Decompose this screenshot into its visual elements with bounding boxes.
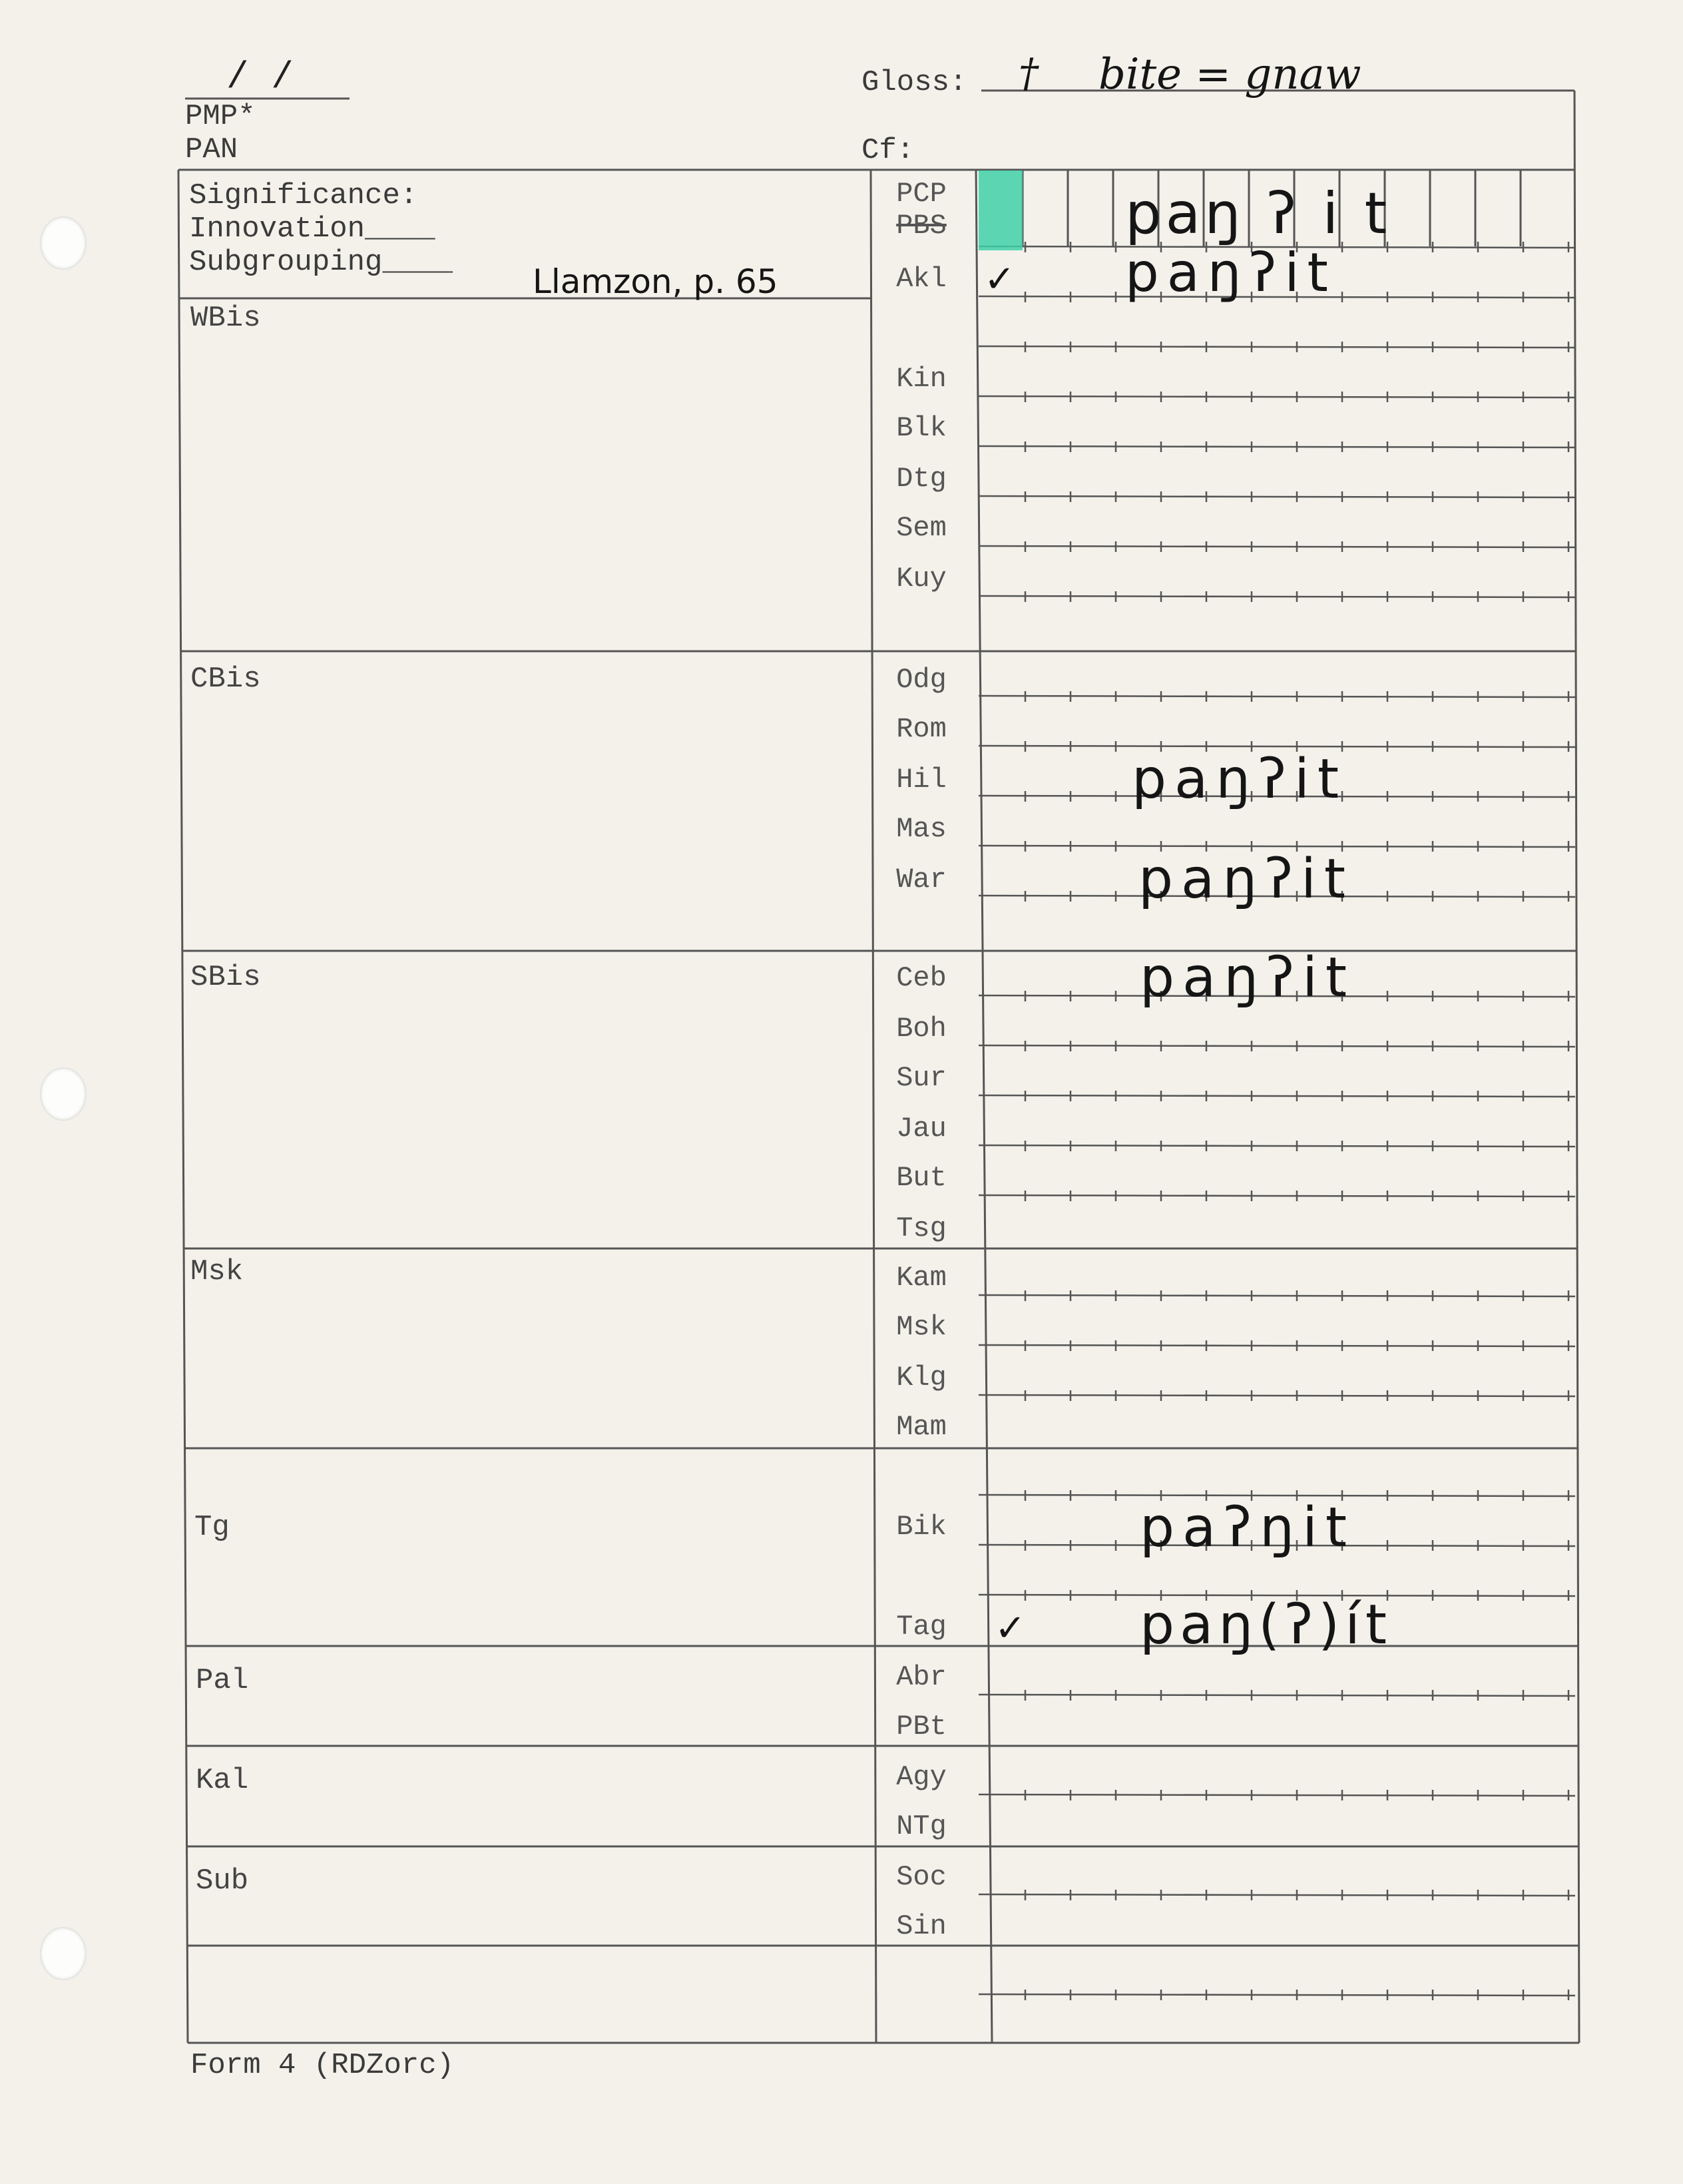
entry-ceb: paŋʔit xyxy=(1140,946,1355,1009)
ruled-line xyxy=(979,1045,1575,1047)
section-msk: Msk xyxy=(190,1255,244,1288)
lang-mam: Mam xyxy=(896,1411,947,1443)
check-tag: ✓ xyxy=(995,1607,1026,1650)
ruled-line xyxy=(979,446,1575,447)
section-pal: Pal xyxy=(196,1664,249,1697)
lang-boh: Boh xyxy=(896,1013,947,1045)
ruled-line xyxy=(979,1395,1575,1396)
lang-soc: Soc xyxy=(896,1861,947,1893)
ruled-line xyxy=(979,1345,1575,1346)
significance-label: Significance: xyxy=(189,179,418,212)
ruled-line xyxy=(979,1195,1575,1197)
cf-label: Cf: xyxy=(861,134,915,167)
lang-pcp: PCP xyxy=(896,178,947,210)
entry-hil: paŋʔit xyxy=(1132,748,1347,811)
section-cbis: CBis xyxy=(190,663,261,696)
date-mark: / / xyxy=(226,56,294,99)
ruled-line xyxy=(979,1695,1575,1696)
entry-pcp: paŋ ʔ i t xyxy=(1125,180,1391,247)
lang-but: But xyxy=(896,1162,947,1194)
subgrouping-label: Subgrouping____ xyxy=(189,246,453,279)
reference-note: Llamzon, p. 65 xyxy=(533,262,778,301)
lang-sur: Sur xyxy=(896,1062,947,1094)
ruled-line xyxy=(979,696,1575,697)
lang-agy: Agy xyxy=(896,1761,947,1793)
ruled-line xyxy=(979,746,1575,747)
lang-jau: Jau xyxy=(896,1113,947,1145)
entry-tag: paŋ(ʔ)ít xyxy=(1140,1593,1393,1657)
lang-pbs: PBS xyxy=(896,210,947,242)
lang-rom: Rom xyxy=(896,713,947,745)
lang-hil: Hil xyxy=(896,764,947,796)
lang-msk: Msk xyxy=(896,1311,947,1343)
lang-tag: Tag xyxy=(896,1611,947,1643)
ruled-line xyxy=(979,1894,1575,1896)
entry-akl: paŋʔit xyxy=(1125,242,1336,304)
ruled-line xyxy=(979,1145,1575,1147)
section-tg: Tg xyxy=(194,1511,230,1544)
lang-ceb: Ceb xyxy=(896,962,947,994)
lang-kuy: Kuy xyxy=(896,563,947,595)
ruled-line xyxy=(979,1295,1575,1296)
innovation-label: Innovation____ xyxy=(189,212,435,246)
lang-akl: Akl xyxy=(896,263,947,295)
section-sbis: SBis xyxy=(190,961,261,994)
lang-sin: Sin xyxy=(896,1910,947,1942)
lang-kam: Kam xyxy=(896,1262,947,1294)
gloss-mark: † xyxy=(1019,50,1039,97)
lang-blk: Blk xyxy=(896,412,947,444)
lang-bik: Bik xyxy=(896,1511,947,1543)
pan-label: PAN xyxy=(185,133,238,166)
ruled-line xyxy=(979,1794,1575,1796)
lang-odg: Odg xyxy=(896,664,947,696)
lang-dtg: Dtg xyxy=(896,463,947,495)
gloss-label: Gloss: xyxy=(861,66,967,99)
ruled-line xyxy=(979,396,1575,398)
ruled-line xyxy=(979,496,1575,497)
check-akl: ✓ xyxy=(984,258,1015,301)
ruled-line xyxy=(979,596,1575,597)
lang-abr: Abr xyxy=(896,1661,947,1693)
lang-tsg: Tsg xyxy=(896,1213,947,1244)
lang-mas: Mas xyxy=(896,813,947,845)
lang-ntg: NTg xyxy=(896,1810,947,1842)
section-kal: Kal xyxy=(196,1764,249,1797)
lang-pbt: PBt xyxy=(896,1711,947,1743)
ruled-line xyxy=(979,1994,1575,1996)
ruled-line xyxy=(979,846,1575,847)
section-wbis: WBis xyxy=(190,302,261,335)
lang-kin: Kin xyxy=(896,363,947,395)
ruled-line xyxy=(979,1095,1575,1097)
lang-sem: Sem xyxy=(896,512,947,544)
highlighter-mark xyxy=(979,170,1023,250)
pmp-label: PMP* xyxy=(185,100,256,133)
ruled-line xyxy=(979,346,1575,348)
ruled-line xyxy=(979,546,1575,547)
section-sub: Sub xyxy=(196,1864,249,1898)
lang-klg: Klg xyxy=(896,1362,947,1394)
gloss-value: bite = gnaw xyxy=(1098,50,1361,99)
entry-bik: paʔŋit xyxy=(1140,1496,1355,1559)
form-label: Form 4 (RDZorc) xyxy=(190,2049,455,2082)
lang-war: War xyxy=(896,864,947,896)
entry-war: paŋʔit xyxy=(1138,848,1354,911)
